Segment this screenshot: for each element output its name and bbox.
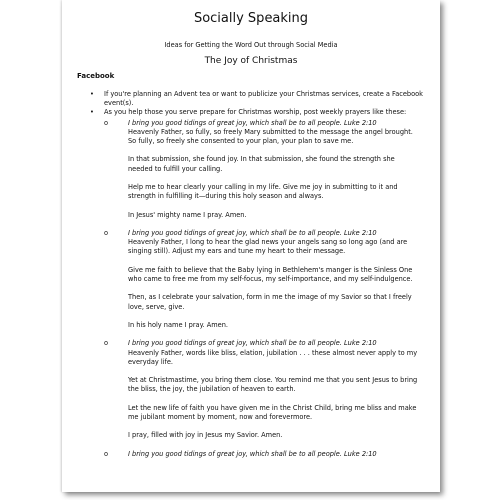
prayer-line: Heavenly Father, words like bliss, elation, jubilation . . . these almost never apply to my: [128, 348, 418, 357]
prayer-paragraph: [128, 404, 430, 422]
prayer-line: Help me to hear clearly your calling in my life. Give me joy in submitting to it and: [128, 183, 398, 191]
prayer-line: In that submission, she found joy. In that submission, she found the strength she: [128, 155, 395, 164]
prayer-line: the bliss, the joy, the jubilation of heaven to earth.: [128, 385, 296, 394]
prayer-line: Heavenly Father, I long to hear the glad news your angels sang so long ago (and are: [128, 238, 408, 247]
bullet-item: [90, 90, 430, 108]
prayer-paragraph: [128, 266, 430, 284]
prayer-line: Give me faith to believe that the Baby lying in Bethlehem's manger is the Sinless One: [128, 265, 413, 274]
bullet-list: [90, 90, 430, 459]
sub-bullet-marker: o: [104, 118, 109, 127]
prayer-line: Yet at Christmastime, you bring them close. You remind me that you sent Jesus to bring: [128, 376, 418, 385]
prayer-item: [104, 339, 430, 440]
prayer-line: who came to free me from my self-focus, my self-importance, and my self-indulgence.: [128, 274, 413, 283]
prayer-paragraph: [128, 376, 430, 394]
facebook-section-label: Facebook: [77, 72, 115, 80]
prayer-line: I pray, filled with joy in Jesus my Savior. Amen.: [128, 431, 283, 440]
prayer-line: me jubilant moment by moment, now and forevermore.: [128, 412, 313, 421]
scripture-reference: I bring you good tidings of great joy, which shall be to all people. Luke 2:10: [128, 118, 377, 127]
prayer-paragraph: [128, 321, 430, 330]
prayer-paragraph: [128, 293, 430, 311]
scripture-reference: I bring you good tidings of great joy, which shall be to all people. Luke 2:10: [128, 449, 377, 458]
section-heading: The Joy of Christmas: [204, 56, 298, 66]
scripture-reference: I bring you good tidings of great joy, which shall be to all people. Luke 2:10: [128, 228, 377, 237]
prayer-paragraph: [128, 211, 430, 220]
prayer-line: strength in fulfilling it—during this holy season and always.: [128, 192, 324, 201]
prayer-line: In Jesus' mighty name I pray. Amen.: [128, 210, 247, 219]
prayer-list: [104, 119, 430, 459]
prayer-paragraph: [128, 155, 430, 173]
prayer-paragraph: [128, 349, 430, 367]
prayer-line: Then, as I celebrate your salvation, form in me the image of my Savior so that I freely: [128, 293, 412, 302]
sub-bullet-marker: o: [104, 449, 109, 458]
sub-bullet-marker: o: [104, 228, 109, 237]
prayer-line: everyday life.: [128, 357, 173, 366]
prayer-line: In his holy name I pray. Amen.: [128, 320, 228, 329]
prayer-paragraph: [128, 183, 430, 201]
prayer-item: [104, 228, 430, 330]
page-subtitle: Ideas for Getting the Word Out through Social Media: [164, 41, 338, 49]
prayer-line: needed to fulfill your calling.: [128, 164, 223, 173]
page-title: Socially Speaking: [193, 11, 309, 26]
prayer-item: [104, 449, 430, 459]
bullet-item: [90, 108, 430, 459]
prayer-paragraph: [128, 431, 430, 440]
prayer-line: singing still). Adjust my ears and tune my heart to their message.: [128, 247, 346, 256]
prayer-line: Let the new life of faith you have given me in the Christ Child, bring me bliss and make: [128, 403, 417, 412]
prayer-item: [104, 118, 430, 220]
sub-bullet-marker: o: [104, 339, 109, 348]
prayer-line: love, serve, give.: [128, 302, 185, 311]
bullet-text: If you're planning an Advent tea or want to publicize your Christmas services, create a Facebook event(s).: [104, 90, 424, 108]
prayer-line: So fully, so freely she consented to your plan, your plan to save me.: [128, 137, 354, 146]
bullet-text: As you help those you serve prepare for Christmas worship, post weekly prayers like these:: [104, 108, 407, 117]
scripture-reference: I bring you good tidings of great joy, which shall be to all people. Luke 2:10: [128, 339, 377, 348]
prayer-paragraph: [128, 238, 430, 256]
prayer-paragraph: [128, 128, 430, 146]
prayer-line: Heavenly Father, so fully, so freely Mary submitted to the message the angel brought.: [128, 127, 413, 136]
document-page: [62, 0, 440, 492]
